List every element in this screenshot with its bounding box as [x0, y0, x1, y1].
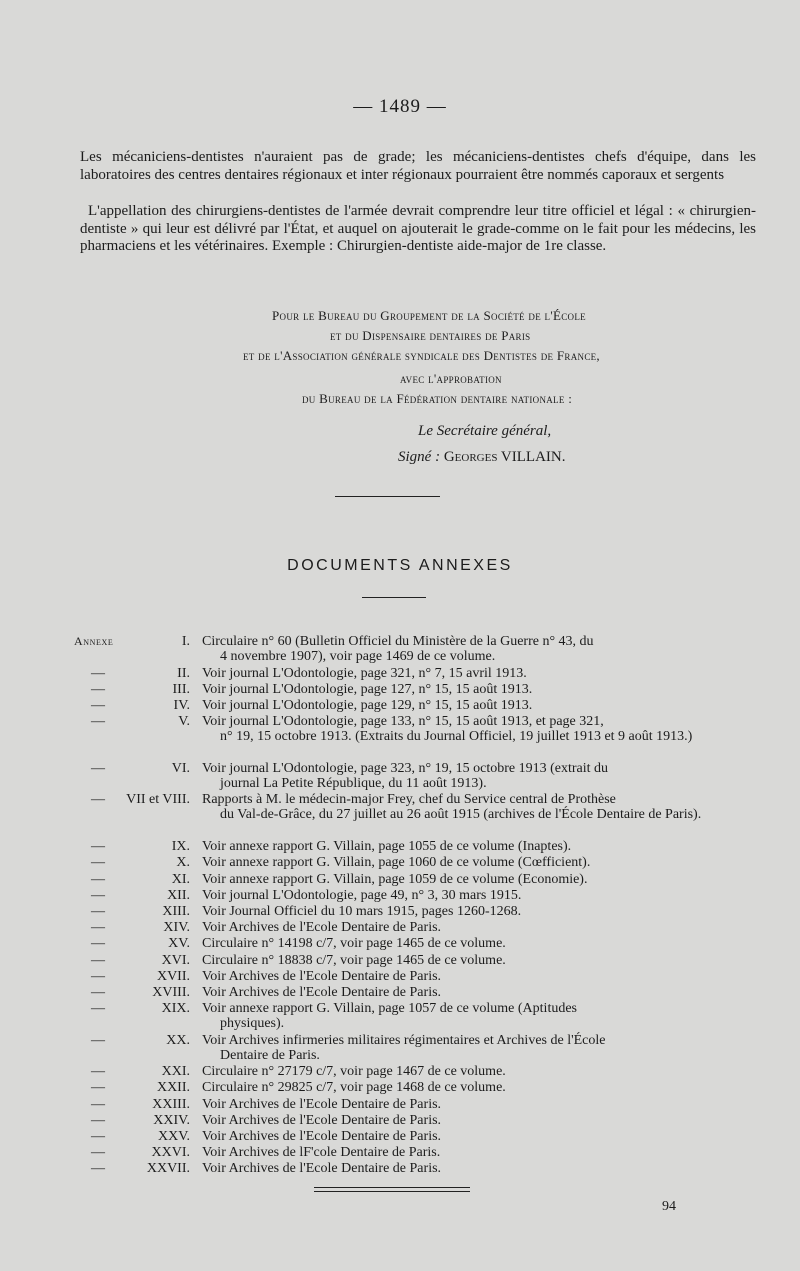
annex-dash: — — [91, 1064, 105, 1080]
annex-text — [202, 936, 738, 951]
annex-text-line: Voir annexe rapport G. Villain, page 1060 de ce volume (Cœfficient). — [202, 855, 591, 871]
annex-number: XIV. — [163, 920, 190, 936]
annex-dash: — — [91, 697, 105, 713]
annex-text-line: Circulaire n° 18838 c/7, voir page 1465 de ce volume. — [202, 952, 506, 968]
annex-text-continuation: journal La Petite République, du 11 août 1913). — [220, 775, 487, 791]
annex-dash: — — [91, 1080, 105, 1096]
annex-text-line: Voir Archives de l'Ecole Dentaire de Paris. — [202, 920, 442, 936]
annex-text — [202, 1145, 738, 1160]
annex-text — [202, 1113, 738, 1128]
bottom-rule — [314, 1187, 470, 1188]
annex-text — [202, 792, 738, 822]
annex-dash: — — [91, 871, 105, 887]
annex-text — [202, 1001, 738, 1031]
annex-number: XXIV. — [153, 1112, 190, 1128]
signature-name — [398, 449, 565, 466]
annex-number: XVIII. — [152, 985, 190, 1000]
annex-text-line: Voir Archives de l'Ecole Dentaire de Paris. — [202, 1096, 442, 1112]
annex-text-line: Voir Journal Officiel du 10 mars 1915, pages 1260-1268. — [202, 904, 522, 919]
divider — [335, 496, 440, 497]
signed-name: Georges VILLAIN. — [443, 449, 566, 465]
annex-text-line: Voir annexe rapport G. Villain, page 1057 de ce volume (Aptitudes — [202, 1001, 577, 1017]
annex-dash: — — [91, 887, 105, 903]
annex-number: XXVI. — [151, 1145, 190, 1161]
annex-text-continuation: Dentaire de Paris. — [220, 1047, 320, 1063]
annex-dash: — — [91, 1032, 105, 1048]
annex-dash: — — [91, 968, 105, 984]
annex-number: XI. — [171, 871, 190, 887]
annex-text-line: Voir journal L'Odontologie, page 321, n° 7, 15 avril 1913. — [202, 665, 527, 681]
annex-text-line: Voir Archives de l'Ecole Dentaire de Paris. — [202, 1129, 442, 1144]
annex-dash: — — [91, 985, 105, 1000]
signature-line: du Bureau de la Fédération dentaire nationale : — [302, 391, 573, 406]
annex-number: V. — [178, 714, 190, 730]
annex-text-line: Voir journal L'Odontologie, page 129, n° 15, 15 août 1913. — [202, 697, 533, 713]
annex-text-line: Voir journal L'Odontologie, page 127, n° 15, 15 août 1913. — [202, 681, 533, 697]
annex-text — [202, 904, 738, 919]
bottom-rule — [314, 1191, 470, 1192]
signature-line: et de l'Association générale syndicale des Dentistes de France, — [243, 348, 600, 363]
annex-dash: — — [91, 904, 105, 919]
annex-dash: — — [91, 839, 105, 855]
annex-text-continuation: physiques). — [220, 1016, 285, 1032]
annex-text — [202, 953, 738, 968]
annex-text-continuation: du Val-de-Grâce, du 27 juillet au 26 août 1915 (archives de l'École Dentaire de Paris). — [220, 807, 702, 823]
annex-number: VI. — [171, 760, 190, 776]
annex-dash: — — [91, 714, 105, 730]
annex-text — [202, 1033, 738, 1063]
annex-text — [202, 872, 738, 887]
paragraph: Les mécaniciens-dentistes n'auraient pas de grade; les mécaniciens-dentistes chefs d'équipe, dans les laboratoires des centres dentaires régionaux et inter régionaux pourraient être nommés caporaux et sergents — [80, 149, 756, 183]
page-number: — 1489 — — [353, 96, 447, 117]
annex-number: XX. — [166, 1032, 190, 1048]
annex-dash: — — [91, 760, 105, 776]
folio: 94 — [662, 1199, 676, 1214]
annex-number: XV. — [168, 936, 190, 952]
annex-text-line: Voir journal L'Odontologie, page 133, n° 15, 15 août 1913, et page 321, — [202, 714, 604, 730]
annex-text-line: Voir Archives de l'Ecole Dentaire de Paris. — [202, 985, 442, 1000]
annex-text-line: Voir Archives de lF'cole Dentaire de Paris. — [202, 1145, 441, 1161]
annex-text-continuation: n° 19, 15 octobre 1913. (Extraits du Journal Officiel, 19 juillet 1913 et 9 août 1913.) — [220, 729, 693, 745]
annex-text-line: Circulaire n° 60 (Bulletin Officiel du Ministère de la Guerre n° 43, du — [202, 634, 594, 649]
annex-dash: — — [91, 1112, 105, 1128]
annex-text-line: Voir annexe rapport G. Villain, page 1059 de ce volume (Economie). — [202, 871, 588, 887]
annex-text — [202, 969, 738, 984]
annex-number: VII et VIII. — [126, 792, 190, 808]
signature-line: et du Dispensaire dentaires de Paris — [330, 328, 531, 343]
signature-line: avec l'approbation — [400, 371, 502, 386]
signature-line: Pour le Bureau du Groupement de la Société de l'École — [272, 308, 586, 323]
annex-dash: — — [91, 920, 105, 936]
annex-text-continuation: 4 novembre 1907), voir page 1469 de ce volume. — [220, 649, 496, 664]
annex-number: I. — [181, 634, 190, 649]
annex-text — [202, 1080, 738, 1095]
annex-number: X. — [176, 855, 190, 871]
annex-text — [202, 920, 738, 935]
annex-dash: — — [91, 665, 105, 681]
annex-number: XXI. — [161, 1064, 190, 1080]
annex-dash: — — [91, 1096, 105, 1112]
section-title: DOCUMENTS ANNEXES — [287, 557, 513, 574]
annex-label: Annexe — [74, 634, 114, 648]
annex-number: XIII. — [162, 904, 190, 919]
annex-number: XXIII. — [152, 1096, 190, 1112]
divider — [362, 597, 426, 598]
annex-text — [202, 1129, 738, 1144]
annex-number: XVII. — [156, 968, 190, 984]
annex-dash: — — [91, 1129, 105, 1144]
paragraph: L'appellation des chirurgiens-dentistes de l'armée devrait comprendre leur titre officiel et légal : « chirurgien-dentiste » qui leur est délivré par l'État, et auquel on ajouterait le grade-comme on le fait pour les médecins, les pharmaciens et les vétérinaires. Exemple : Chirurgien-dentiste aide-major de 1re classe. — [80, 203, 756, 255]
annex-text — [202, 839, 738, 854]
annex-text-line: Circulaire n° 14198 c/7, voir page 1465 de ce volume. — [202, 936, 506, 952]
annex-text-line: Voir Archives de l'Ecole Dentaire de Paris. — [202, 968, 442, 984]
annex-number: XXV. — [157, 1129, 190, 1144]
annex-text-line: Voir annexe rapport G. Villain, page 1055 de ce volume (Inaptes). — [202, 839, 572, 855]
annex-text — [202, 634, 738, 664]
secretary-title: Le Secrétaire général, — [418, 423, 552, 439]
annex-text — [202, 1161, 738, 1176]
annex-text-line: Voir Archives de l'Ecole Dentaire de Paris. — [202, 1112, 442, 1128]
annex-number: XXVII. — [146, 1161, 190, 1177]
signed-prefix: Signé : — [398, 449, 441, 465]
annex-dash: — — [91, 792, 105, 808]
annex-dash: — — [91, 936, 105, 952]
annex-text-line: Voir journal L'Odontologie, page 49, n° 3, 30 mars 1915. — [202, 887, 522, 903]
annex-number: XXII. — [156, 1080, 190, 1096]
annex-text-line: Rapports à M. le médecin-major Frey, chef du Service central de Prothèse — [202, 792, 616, 808]
annex-number: III. — [172, 681, 190, 697]
annex-number: XII. — [167, 887, 190, 903]
annex-text — [202, 698, 738, 713]
annex-number: XIX. — [161, 1001, 190, 1017]
annex-text-line: Circulaire n° 27179 c/7, voir page 1467 de ce volume. — [202, 1064, 506, 1080]
annex-text-line: Voir Archives de l'Ecole Dentaire de Paris. — [202, 1161, 442, 1177]
annex-text — [202, 666, 738, 681]
annex-text-line: Voir Archives infirmeries militaires régimentaires et Archives de l'École — [202, 1032, 606, 1048]
annex-text-line: Voir journal L'Odontologie, page 323, n° 19, 15 octobre 1913 (extrait du — [202, 760, 609, 776]
annex-number: XVI. — [161, 952, 190, 968]
annex-text — [202, 714, 738, 744]
annex-dash: — — [91, 1001, 105, 1017]
annex-number: IX. — [171, 839, 190, 855]
annex-dash: — — [91, 952, 105, 968]
annex-text — [202, 1064, 738, 1079]
annex-number: IV. — [173, 697, 190, 713]
annex-dash: — — [91, 855, 105, 871]
annex-text-line: Circulaire n° 29825 c/7, voir page 1468 de ce volume. — [202, 1080, 506, 1096]
annex-dash: — — [91, 681, 105, 697]
annex-text — [202, 1097, 738, 1112]
annex-dash: — — [91, 1145, 105, 1161]
annex-dash: — — [91, 1161, 105, 1177]
annex-text — [202, 985, 738, 1000]
annex-text — [202, 682, 738, 697]
annex-number: II. — [177, 665, 190, 681]
annex-text — [202, 855, 738, 870]
annex-text — [202, 888, 738, 903]
annex-text — [202, 761, 738, 791]
